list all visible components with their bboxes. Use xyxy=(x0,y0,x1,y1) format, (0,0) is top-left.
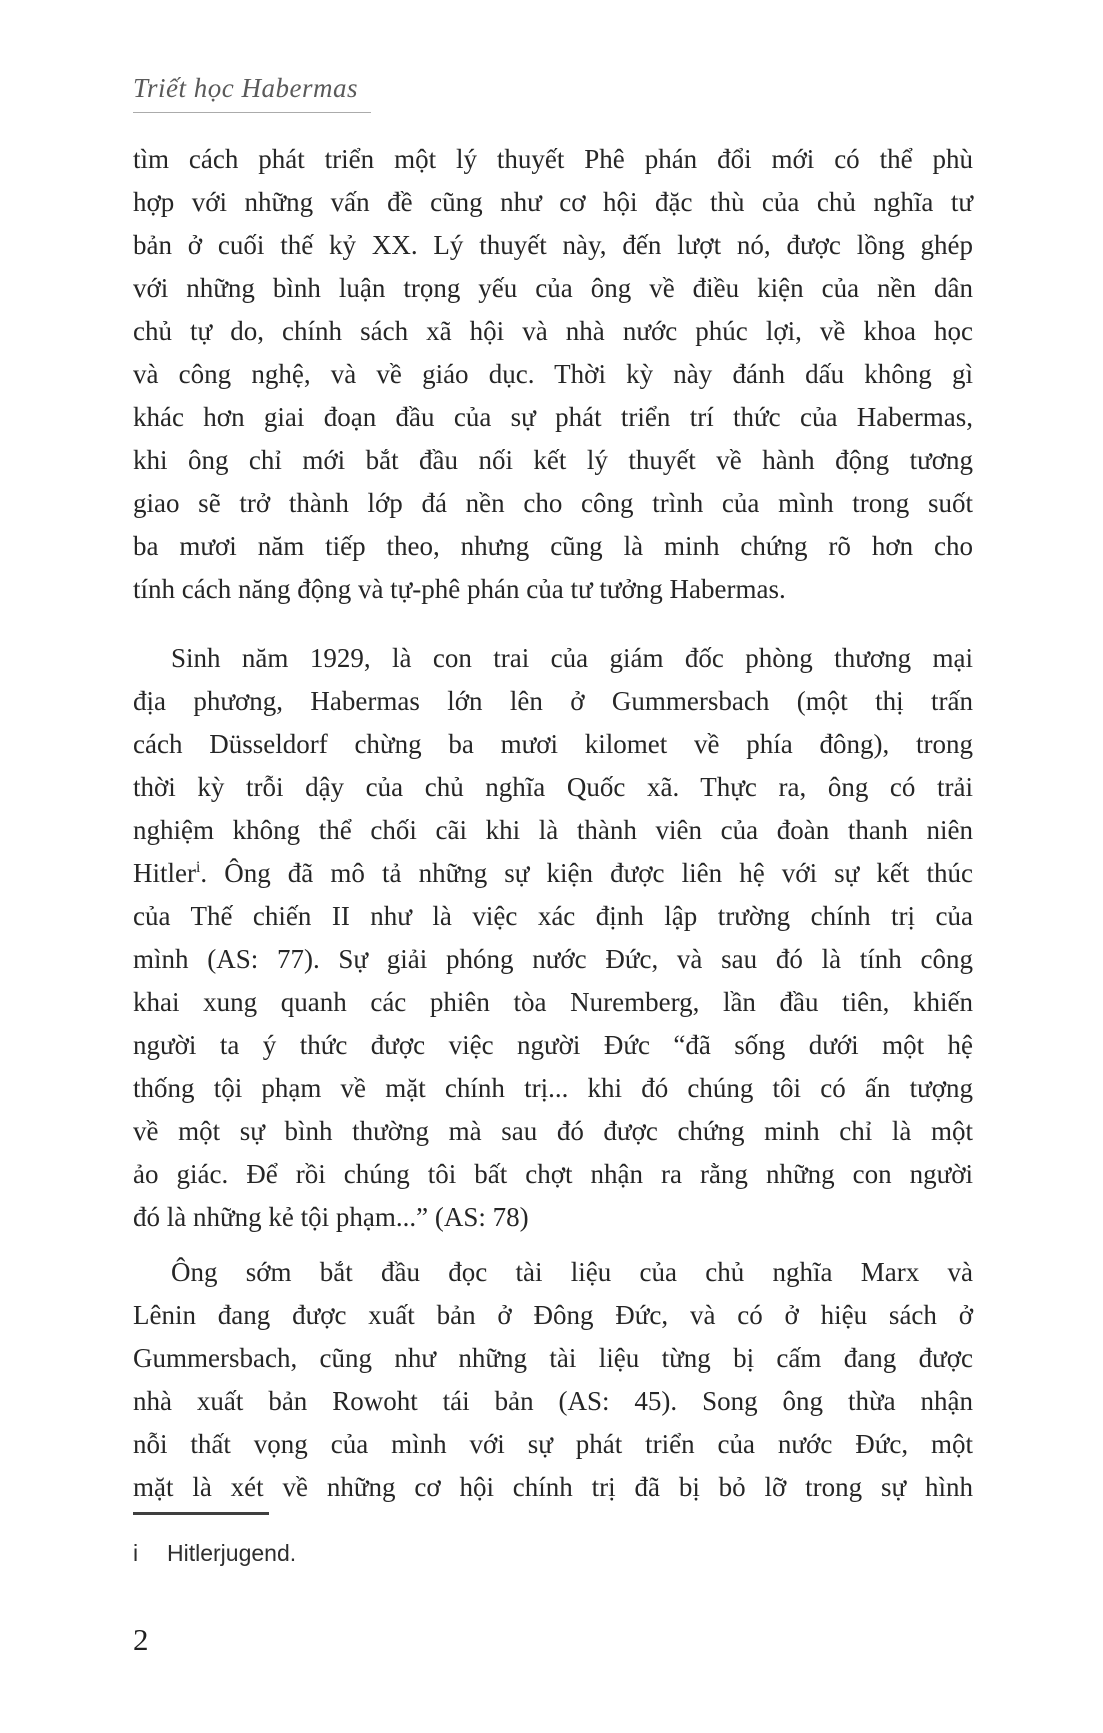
text-line: giao sẽ trở thành lớp đá nền cho công trình của mình trong suốt xyxy=(133,488,973,518)
paragraph xyxy=(133,637,973,1239)
text-line: của Thế chiến II như là việc xác định lập trường chính trị của xyxy=(133,901,973,931)
footnote-marker: i xyxy=(133,1540,139,1566)
footnote-reference: i xyxy=(195,859,201,876)
text-line: chủ tự do, chính sách xã hội và nhà nước phúc lợi, về khoa học xyxy=(133,316,973,346)
text-line: Ông sớm bắt đầu đọc tài liệu của chủ nghĩa Marx và xyxy=(171,1257,973,1287)
text-line: với những bình luận trọng yếu của ông về điều kiện của nền dân xyxy=(133,273,973,303)
text-line: khác hơn giai đoạn đầu của sự phát triển trí thức của Habermas, xyxy=(133,402,973,432)
text-line: cách Düsseldorf chừng ba mươi kilomet về phía đông), trong xyxy=(133,729,973,759)
text-line: nghiệm không thể chối cãi khi là thành viên của đoàn thanh niên xyxy=(133,815,973,845)
text-line: ba mươi năm tiếp theo, nhưng cũng là minh chứng rõ hơn cho xyxy=(133,531,973,561)
text-line: về một sự bình thường mà sau đó được chứng minh chỉ là một xyxy=(133,1116,973,1146)
text-line: khi ông chỉ mới bắt đầu nối kết lý thuyết về hành động tương xyxy=(133,445,973,475)
text-line: địa phương, Habermas lớn lên ở Gummersbach (một thị trấn xyxy=(133,686,973,716)
text-line: thống tội phạm về mặt chính trị... khi đó chúng tôi có ấn tượng xyxy=(133,1073,973,1103)
text-line: nỗi thất vọng của mình với sự phát triển của nước Đức, một xyxy=(133,1429,973,1459)
body-text xyxy=(133,138,973,1509)
text-line: Sinh năm 1929, là con trai của giám đốc phòng thương mại xyxy=(171,643,973,673)
running-header: Triết học Habermas xyxy=(133,73,358,103)
text-line: thời kỳ trỗi dậy của chủ nghĩa Quốc xã. Thực ra, ông có trải xyxy=(133,772,973,802)
text-line: đó là những kẻ tội phạm...” (AS: 78) xyxy=(133,1202,529,1232)
header-rule xyxy=(133,112,371,113)
text-line: người ta ý thức được việc người Đức “đã sống dưới một hệ xyxy=(133,1030,973,1060)
text-line: mình (AS: 77). Sự giải phóng nước Đức, và sau đó là tính công xyxy=(133,944,973,974)
text-line: nhà xuất bản Rowoht tái bản (AS: 45). Song ông thừa nhận xyxy=(133,1386,973,1416)
text-line: Hitler$^i$. Ông đã mô tả những sự kiện được liên hệ với sự kết thúc xyxy=(133,858,973,888)
paragraph xyxy=(133,1251,973,1509)
footnote-text: Hitlerjugend. xyxy=(167,1540,297,1566)
text-line: bản ở cuối thế kỷ XX. Lý thuyết này, đến lượt nó, được lồng ghép xyxy=(133,230,973,260)
text-line: và công nghệ, và về giáo dục. Thời kỳ này đánh dấu không gì xyxy=(133,359,973,389)
text-line: Gummersbach, cũng như những tài liệu từng bị cấm đang được xyxy=(133,1343,973,1373)
text-line: tìm cách phát triển một lý thuyết Phê phán đổi mới có thể phù xyxy=(133,144,973,174)
paragraph xyxy=(133,138,973,611)
text-line: tính cách năng động và tự-phê phán của tư tưởng Habermas. xyxy=(133,574,786,604)
footnote-rule xyxy=(133,1512,269,1515)
text-line: khai xung quanh các phiên tòa Nuremberg, lần đầu tiên, khiến xyxy=(133,987,973,1017)
text-line: mặt là xét về những cơ hội chính trị đã bị bỏ lỡ trong sự hình xyxy=(133,1472,973,1502)
text-line: hợp với những vấn đề cũng như cơ hội đặc thù của chủ nghĩa tư xyxy=(133,187,973,217)
text-line: Lênin đang được xuất bản ở Đông Đức, và có ở hiệu sách ở xyxy=(133,1300,973,1330)
footnote xyxy=(133,1539,973,1567)
text-line: ảo giác. Để rồi chúng tôi bất chợt nhận ra rằng những con người xyxy=(133,1159,973,1189)
footnote-section xyxy=(133,1512,973,1567)
page-number: 2 xyxy=(133,1622,149,1657)
